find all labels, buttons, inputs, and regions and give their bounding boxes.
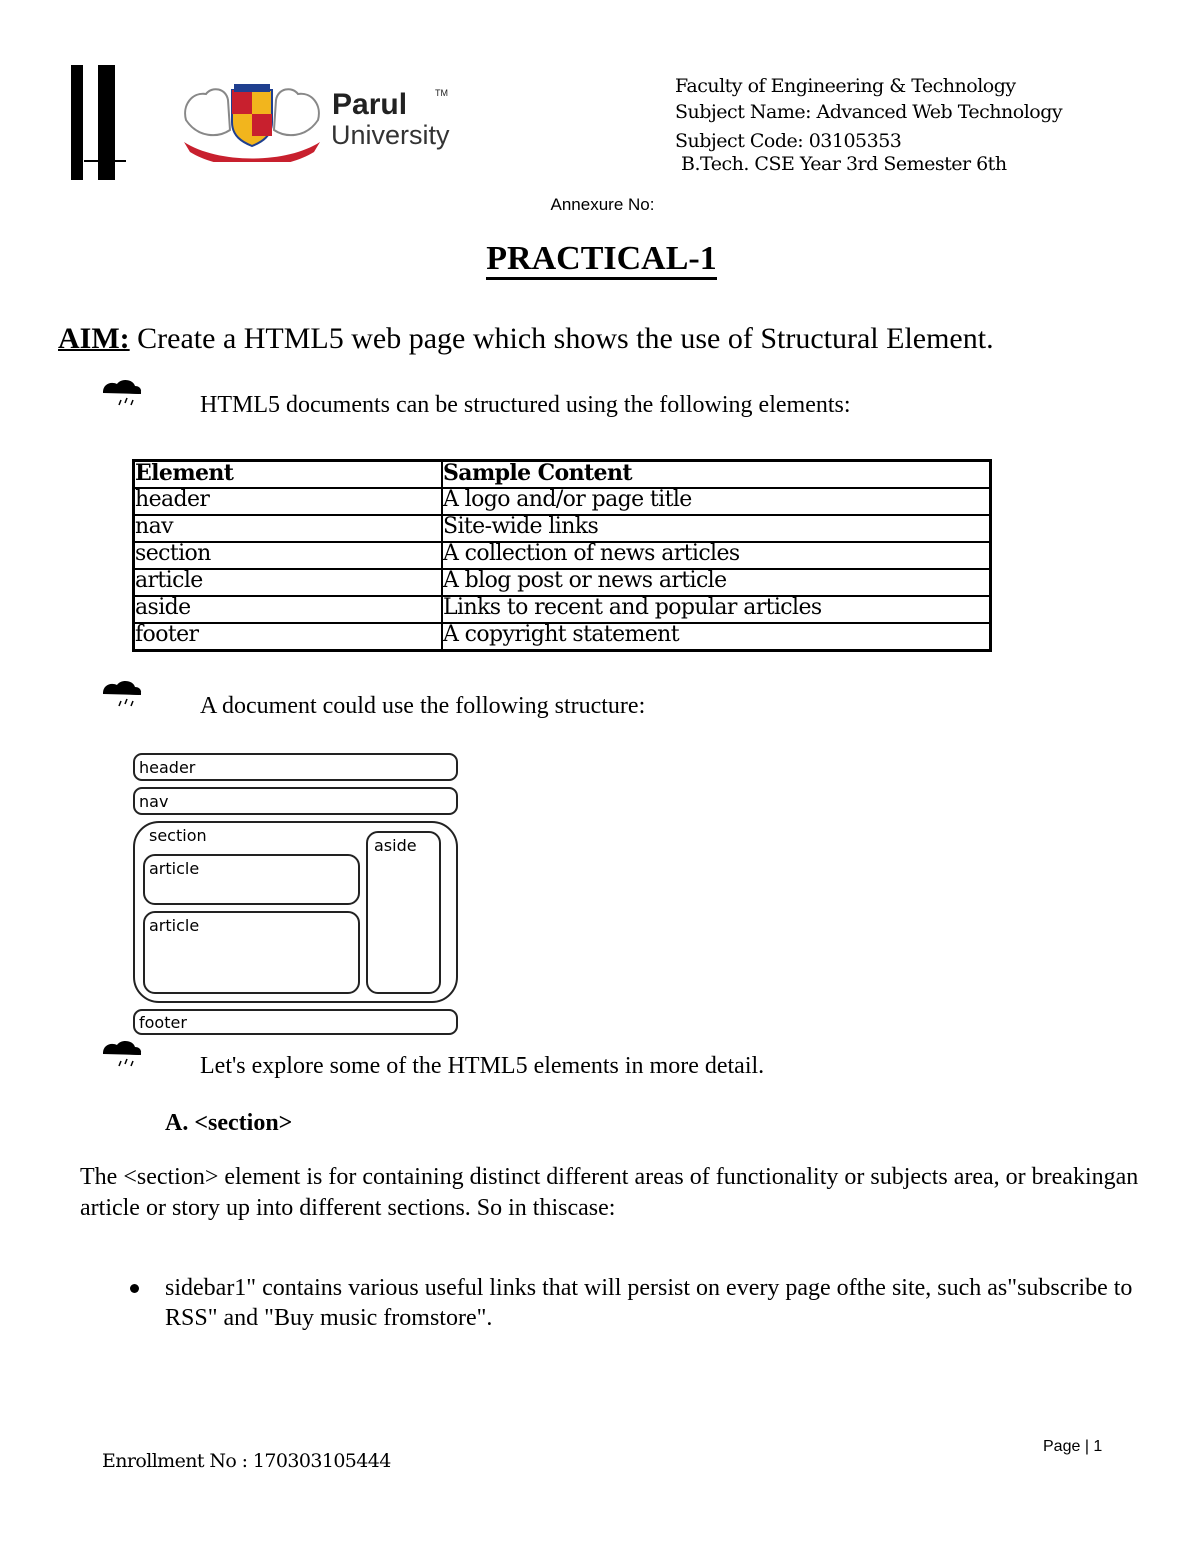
diagram-nav-box: nav xyxy=(133,787,458,815)
table-cell: A collection of news articles xyxy=(442,542,991,569)
page-title-text: PRACTICAL-1 xyxy=(486,240,716,280)
table-header-element: Element xyxy=(134,461,443,489)
aim-text: Create a HTML5 web page which shows the use of Structural Element. xyxy=(129,322,994,355)
section-a-heading: A. <section> xyxy=(165,1110,293,1136)
program-line: B.Tech. CSE Year 3rd Semester 6th xyxy=(681,153,1007,175)
table-row xyxy=(134,515,991,542)
diagram-aside-box: aside xyxy=(366,831,441,994)
table-cell: header xyxy=(134,488,443,515)
bullet-text-2: A document could use the following structure: xyxy=(200,693,646,719)
university-logo xyxy=(178,80,468,162)
enrollment-number: Enrollment No : 170303105444 xyxy=(102,1450,391,1472)
section-a-paragraph: The <section> element is for containing distinct different areas of functionality or subjects area, or breakingan article or story up into different sections. So in thiscase: xyxy=(80,1164,1139,1221)
diagram-header-box: header xyxy=(133,753,458,781)
aim-line xyxy=(58,322,994,356)
table-row xyxy=(134,542,991,569)
cloud-rain-icon xyxy=(101,1039,143,1071)
structure-diagram xyxy=(130,750,462,1040)
table-cell: section xyxy=(134,542,443,569)
diagram-article-box-2: article xyxy=(143,911,360,994)
table-header-sample: Sample Content xyxy=(442,461,991,489)
structural-elements-table xyxy=(132,459,992,652)
table-cell: A blog post or news article xyxy=(442,569,991,596)
list-bullet-dot xyxy=(130,1284,139,1293)
margin-bar-thick xyxy=(71,65,83,180)
list-item: sidebar1" contains various useful links that will persist on every page ofthe site, such as"subscribe to RSS" and "Buy music fromstore". xyxy=(165,1275,1133,1331)
bullet-text-3: Let's explore some of the HTML5 elements in more detail. xyxy=(200,1053,765,1079)
faculty-line: Faculty of Engineering & Technology xyxy=(675,75,1016,97)
table-cell: Links to recent and popular articles xyxy=(442,596,991,623)
subject-code-line: Subject Code: 03105353 xyxy=(675,130,902,152)
margin-bar-tick xyxy=(84,160,126,162)
table-row xyxy=(134,623,991,651)
diagram-article-box-1: article xyxy=(143,854,360,905)
cloud-rain-icon xyxy=(101,679,143,711)
logo-name: Parul xyxy=(332,88,408,121)
page-number: Page | 1 xyxy=(1043,1438,1103,1455)
diagram-footer-box: footer xyxy=(133,1009,458,1035)
table-cell: nav xyxy=(134,515,443,542)
table-cell: aside xyxy=(134,596,443,623)
university-crest-icon xyxy=(178,80,326,162)
table-cell: footer xyxy=(134,623,443,651)
table-cell: Site-wide links xyxy=(442,515,991,542)
subject-name-line: Subject Name: Advanced Web Technology xyxy=(675,101,1063,123)
table-cell: article xyxy=(134,569,443,596)
logo-tm: TM xyxy=(435,88,448,98)
table-header-row xyxy=(134,461,991,489)
margin-bar-thick-2 xyxy=(98,65,115,180)
logo-sub: University xyxy=(331,120,450,150)
page-title xyxy=(0,240,1200,278)
bullet-text-1: HTML5 documents can be structured using the following elements: xyxy=(200,392,851,418)
table-cell: A copyright statement xyxy=(442,623,991,651)
table-row xyxy=(134,569,991,596)
cloud-rain-icon xyxy=(101,378,143,410)
table-cell: A logo and/or page title xyxy=(442,488,991,515)
aim-label: AIM: xyxy=(58,322,130,355)
table-row xyxy=(134,596,991,623)
diagram-section-label: section xyxy=(149,826,207,845)
annexure-label: Annexure No: xyxy=(550,195,655,214)
table-row xyxy=(134,488,991,515)
